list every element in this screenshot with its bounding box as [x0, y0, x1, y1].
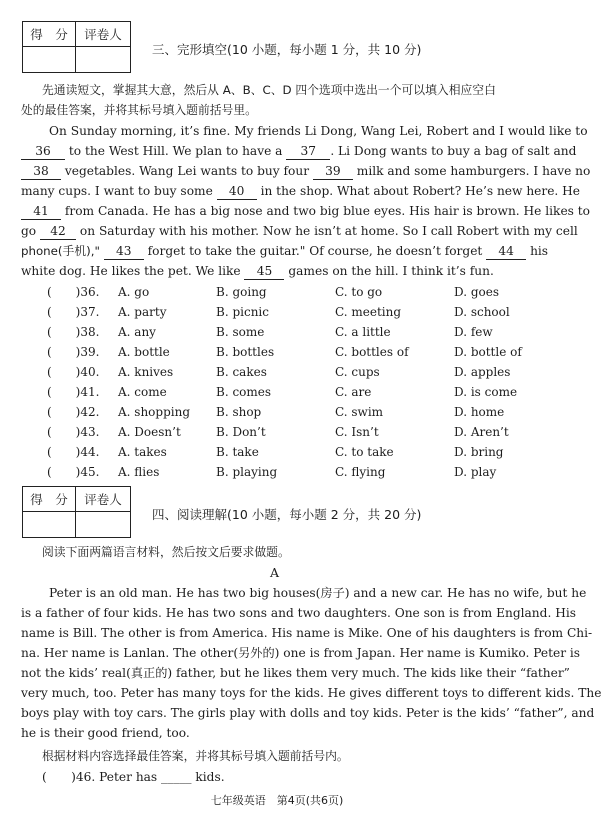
cloze-line-8 [21, 261, 539, 281]
question-row [0, 382, 554, 402]
option-d[interactable]: D. Aren’t [454, 425, 509, 439]
answer-bracket[interactable]: ( )37. [47, 305, 100, 319]
option-a[interactable]: A. takes [118, 445, 167, 459]
cloze-line-3 [21, 161, 591, 181]
option-c[interactable]: C. Isn’t [335, 425, 379, 439]
section4-title: 四、阅读理解(10 小题，每小题 2 分，共 20 分) [152, 507, 422, 522]
option-c[interactable]: C. cups [335, 365, 380, 379]
option-c[interactable]: C. to take [335, 445, 394, 459]
answer-bracket[interactable]: ( )39. [47, 345, 100, 359]
blank-38[interactable]: 38 [21, 164, 61, 180]
answer-bracket[interactable]: ( )38. [47, 325, 100, 339]
question-46[interactable]: ( )46. Peter has _____ kids. [42, 770, 225, 784]
cloze-text: vegetables. Wang Lei wants to buy four [64, 164, 310, 178]
section3-instructions-line1: 先通读短文，掌握其大意，然后从 A、B、C、D 四个选项中选出一个可以填入相应空白 [42, 83, 496, 97]
option-d[interactable]: D. school [454, 305, 510, 319]
option-b[interactable]: B. picnic [216, 305, 269, 319]
question-row [0, 402, 554, 422]
option-a[interactable]: A. Doesn’t [118, 425, 181, 439]
option-c[interactable]: C. to go [335, 285, 383, 299]
answer-bracket[interactable]: ( )43. [47, 425, 100, 439]
option-d[interactable]: D. goes [454, 285, 499, 299]
question-row [0, 422, 554, 442]
blank-44[interactable]: 44 [486, 244, 526, 260]
blank-43[interactable]: 43 [104, 244, 144, 260]
reading-line: na. Her name is Lanlan. The other(另外的) one is from Japan. Her name is Kumiko. Peter is [21, 646, 581, 660]
cloze-line-1: On Sunday morning, it’s fine. My friends Li Dong, Wang Lei, Robert and I would like to [49, 124, 588, 138]
cloze-text: milk and some hamburgers. I have no [356, 164, 591, 178]
blank-45[interactable]: 45 [244, 264, 284, 280]
blank-40[interactable]: 40 [217, 184, 257, 200]
option-b[interactable]: B. cakes [216, 365, 267, 379]
option-c[interactable]: C. meeting [335, 305, 402, 319]
option-d[interactable]: D. few [454, 325, 493, 339]
option-c[interactable]: C. are [335, 385, 372, 399]
blank-39[interactable]: 39 [313, 164, 353, 180]
option-d[interactable]: D. play [454, 465, 497, 479]
cloze-text: . Li Dong wants to buy a bag of salt and [330, 144, 577, 158]
option-b[interactable]: B. take [216, 445, 259, 459]
score-label: 得 分 [23, 22, 76, 47]
option-b[interactable]: B. bottles [216, 345, 275, 359]
cloze-text: on Saturday with his mother. Now he isn’t at home. So I call Robert with my cell [79, 224, 578, 238]
section4-instructions: 阅读下面两篇语言材料，然后按文后要求做题。 [42, 545, 290, 559]
option-a[interactable]: A. flies [118, 465, 160, 479]
blank-42[interactable]: 42 [40, 224, 76, 240]
option-a[interactable]: A. party [118, 305, 167, 319]
question-row [0, 442, 554, 462]
cloze-text: go [21, 224, 37, 238]
reading-line: he is their good friend, too. [21, 726, 190, 740]
question-row [0, 462, 554, 482]
score-cell[interactable] [23, 512, 76, 538]
page-footer: 七年级英语 第4页(共6页) [210, 794, 344, 807]
option-c[interactable]: C. bottles of [335, 345, 409, 359]
reading-line: boys play with toy cars. The girls play with dolls and toy kids. Peter is the kids’ “father”, and [21, 706, 595, 720]
cloze-text: forget to take the guitar." Of course, he doesn’t forget [147, 244, 483, 258]
reading-passage [21, 583, 601, 743]
cloze-text: many cups. I want to buy some [21, 184, 213, 198]
question-instructions: 根据材料内容选择最佳答案，并将其标号填入题前括号内。 [42, 749, 349, 763]
cloze-line-2 [21, 141, 577, 161]
blank-36[interactable]: 36 [21, 144, 65, 160]
grader-cell[interactable] [76, 512, 131, 538]
option-a[interactable]: A. go [118, 285, 150, 299]
option-c[interactable]: C. a little [335, 325, 391, 339]
option-c[interactable]: C. swim [335, 405, 384, 419]
answer-bracket[interactable]: ( )44. [47, 445, 100, 459]
question-row [0, 342, 554, 362]
cloze-line-6 [21, 221, 578, 241]
option-a[interactable]: A. come [118, 385, 167, 399]
answer-bracket[interactable]: ( )41. [47, 385, 100, 399]
option-b[interactable]: B. comes [216, 385, 272, 399]
option-b[interactable]: B. some [216, 325, 265, 339]
question-row [0, 362, 554, 382]
option-d[interactable]: D. bring [454, 445, 504, 459]
answer-bracket[interactable]: ( )36. [47, 285, 100, 299]
grader-cell[interactable] [76, 47, 131, 73]
score-label: 得 分 [23, 487, 76, 512]
option-b[interactable]: B. Don’t [216, 425, 266, 439]
option-d[interactable]: D. home [454, 405, 505, 419]
cloze-text: to the West Hill. We plan to have a [68, 144, 283, 158]
option-a[interactable]: A. any [118, 325, 156, 339]
cloze-text: his [530, 244, 549, 258]
score-cell[interactable] [23, 47, 76, 73]
option-a[interactable]: A. shopping [118, 405, 191, 419]
option-b[interactable]: B. shop [216, 405, 262, 419]
option-a[interactable]: A. bottle [118, 345, 170, 359]
option-d[interactable]: D. apples [454, 365, 511, 379]
cloze-line-5 [21, 201, 591, 221]
cloze-text: phone(手机)," [21, 244, 100, 258]
grader-label: 评卷人 [76, 22, 131, 47]
question-row [0, 322, 554, 342]
reading-line: very much, too. Peter has many toys for the kids. He gives different toys to different kids. The [21, 686, 601, 700]
blank-37[interactable]: 37 [286, 144, 330, 160]
passage-label: A [270, 565, 280, 580]
section3-instructions-line2: 处的最佳答案，并将其标号填入题前括号里。 [21, 103, 257, 117]
blank-41[interactable]: 41 [21, 204, 61, 220]
cloze-text: games on the hill. I think it’s fun. [288, 264, 494, 278]
option-b[interactable]: B. going [216, 285, 267, 299]
reading-line: name is Bill. The other is from America. His name is Mike. One of his daughters is from Chi- [21, 626, 593, 640]
cloze-text: from Canada. He has a big nose and two big blue eyes. His hair is brown. He likes to [64, 204, 591, 218]
section3-title: 三、完形填空(10 小题，每小题 1 分，共 10 分) [152, 42, 422, 57]
answer-bracket[interactable]: ( )45. [47, 465, 100, 479]
reading-line: is a father of four kids. He has two sons and two daughters. One son is from England. His [21, 606, 576, 620]
score-box-section4 [22, 486, 131, 538]
option-d[interactable]: D. bottle of [454, 345, 522, 359]
option-d[interactable]: D. is come [454, 385, 518, 399]
answer-bracket[interactable]: ( )40. [47, 365, 100, 379]
answer-bracket[interactable]: ( )42. [47, 405, 100, 419]
question-row [0, 282, 554, 302]
score-box-section3 [22, 21, 131, 73]
cloze-passage [21, 121, 591, 281]
cloze-text: white dog. He likes the pet. We like [21, 264, 241, 278]
reading-line: Peter is an old man. He has two big houses(房子) and a new car. He has no wife, but he [49, 586, 587, 600]
cloze-line-7 [21, 241, 549, 261]
question-row [0, 302, 554, 322]
reading-line: not the kids’ real(真正的) father, but he likes them very much. The kids like their “father” [21, 666, 570, 680]
cloze-text: in the shop. What about Robert? He’s new here. He [260, 184, 581, 198]
grader-label: 评卷人 [76, 487, 131, 512]
option-c[interactable]: C. flying [335, 465, 386, 479]
option-a[interactable]: A. knives [118, 365, 174, 379]
cloze-line-4 [21, 181, 581, 201]
option-b[interactable]: B. playing [216, 465, 278, 479]
